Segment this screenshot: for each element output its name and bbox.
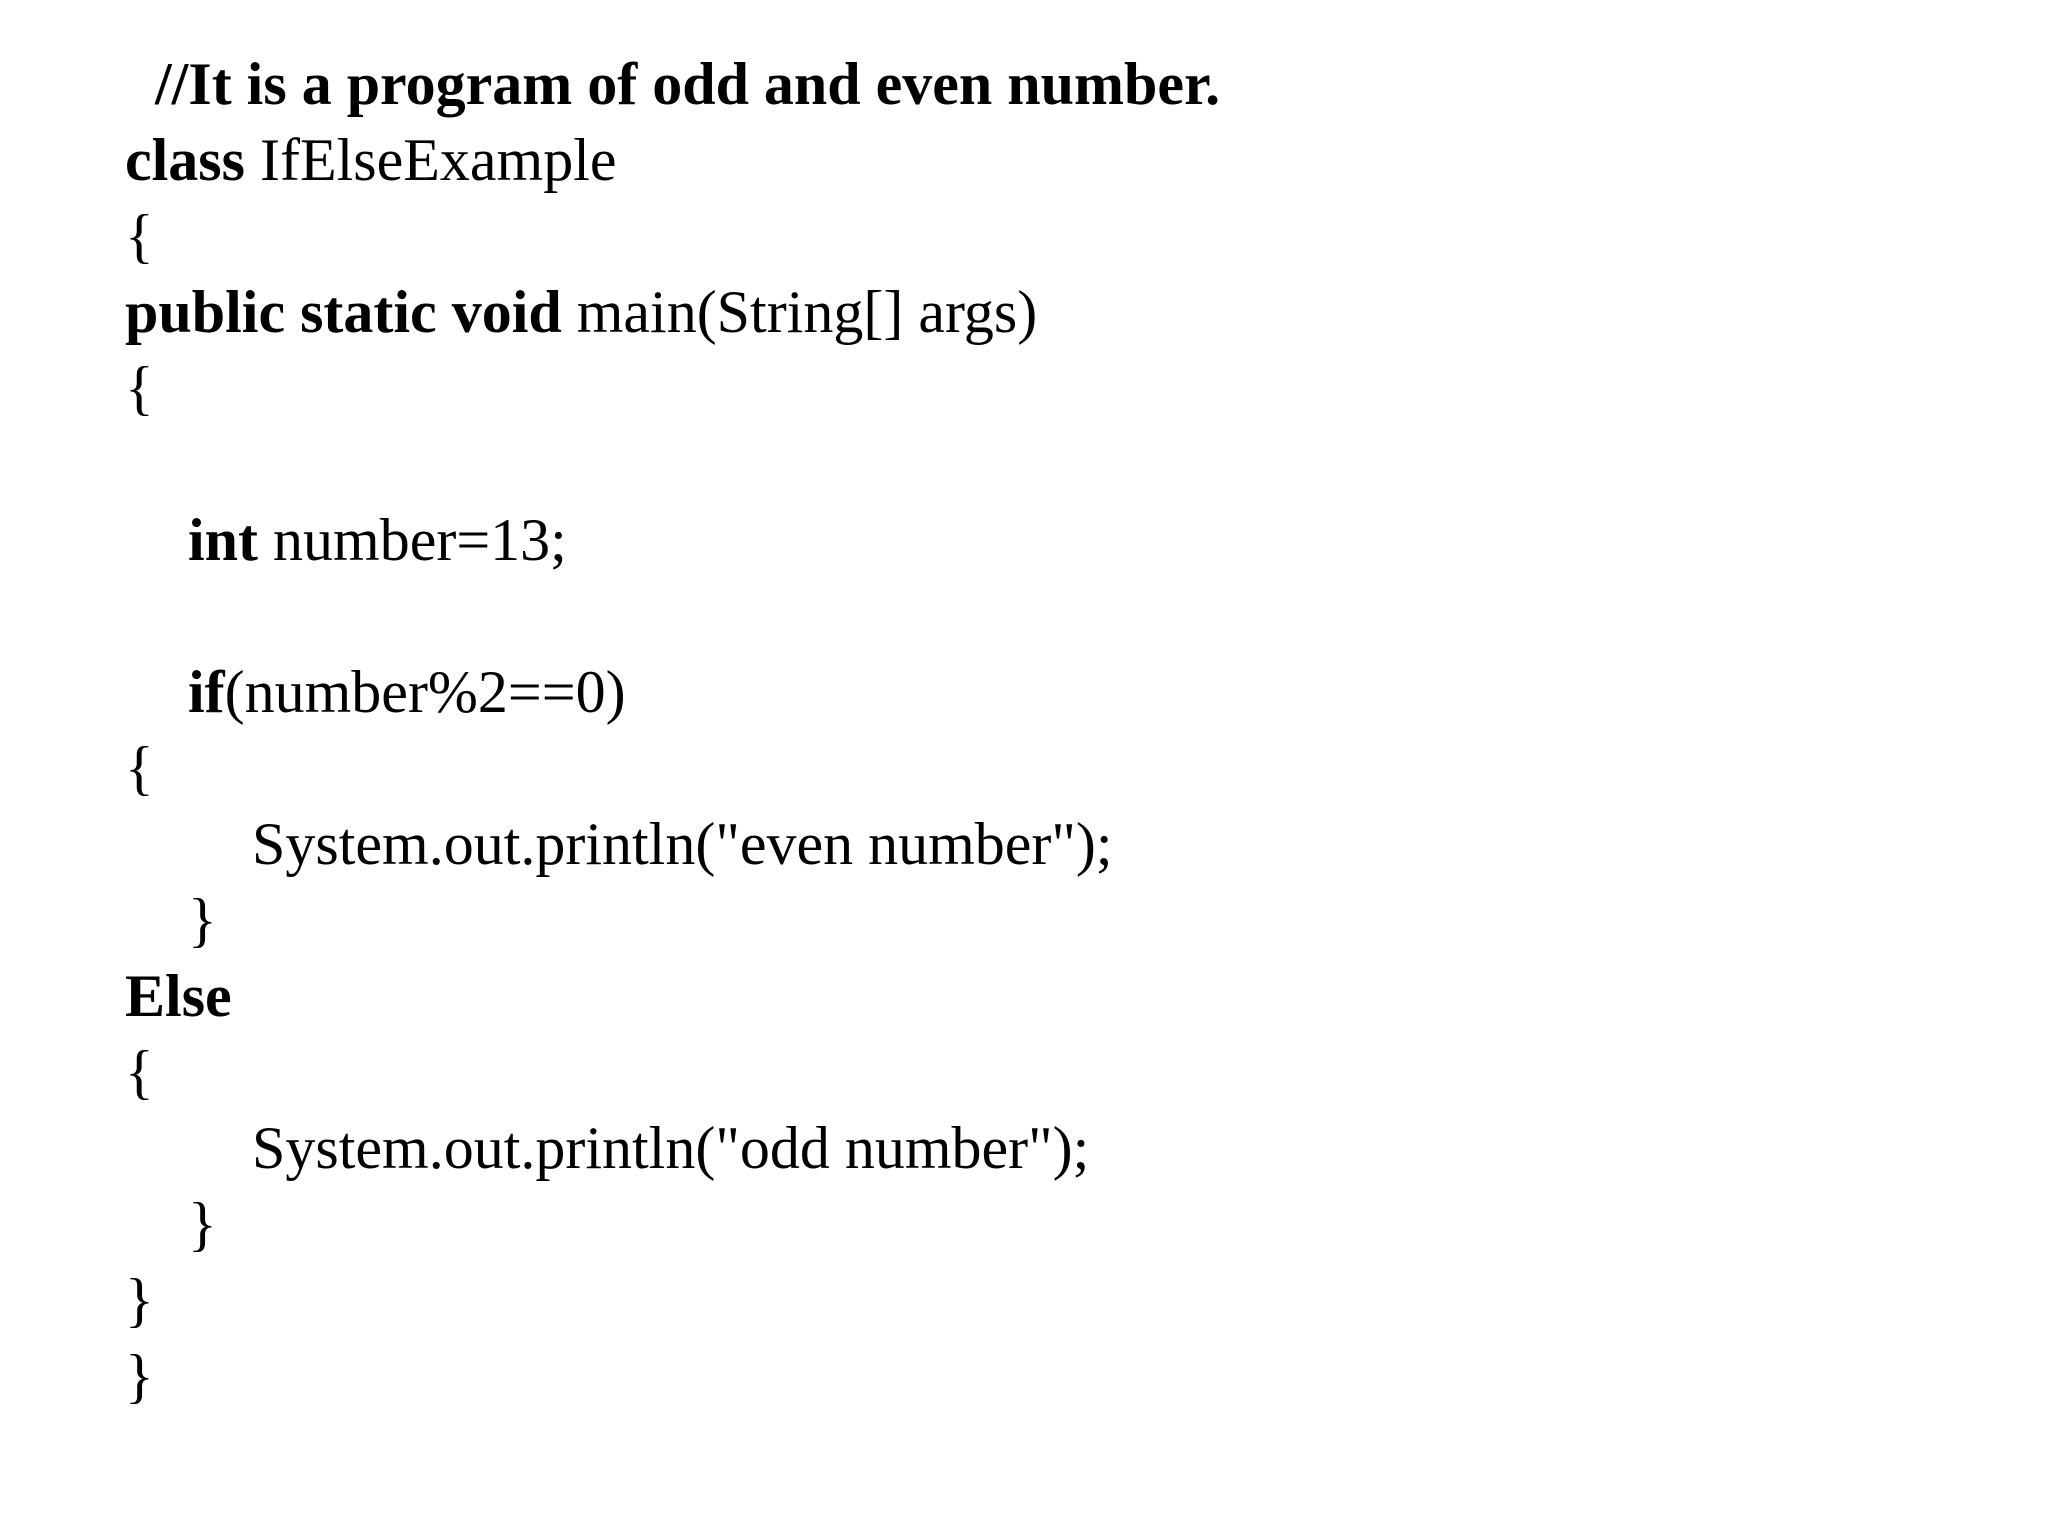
class-name: IfElseExample [245, 127, 617, 193]
class-declaration-line [125, 122, 617, 198]
if-close-brace: } [188, 887, 217, 953]
class-close-brace: } [125, 1343, 154, 1409]
int-declaration-line [188, 502, 567, 578]
print-odd-line: System.out.println("odd number"); [252, 1115, 1090, 1181]
main-close-brace: } [125, 1267, 154, 1333]
main-method-line [125, 274, 1037, 350]
main-open-brace: { [125, 355, 154, 421]
else-open-brace: { [125, 1039, 154, 1105]
code-comment-line: //It is a program of odd and even number. [155, 51, 1221, 117]
class-keyword: class [125, 127, 245, 193]
else-close-brace: } [188, 1191, 217, 1257]
if-statement-line [188, 654, 626, 730]
else-keyword: Else [125, 963, 232, 1029]
main-modifiers: public static void [125, 279, 562, 345]
main-signature: main(String[] args) [561, 279, 1038, 345]
if-keyword: if [188, 659, 225, 725]
int-keyword: int [188, 507, 259, 573]
if-open-brace: { [125, 735, 154, 801]
class-open-brace: { [125, 203, 154, 269]
int-declaration: number=13; [258, 507, 567, 573]
if-condition: (number%2==0) [224, 659, 626, 725]
print-even-line: System.out.println("even number"); [252, 811, 1113, 877]
